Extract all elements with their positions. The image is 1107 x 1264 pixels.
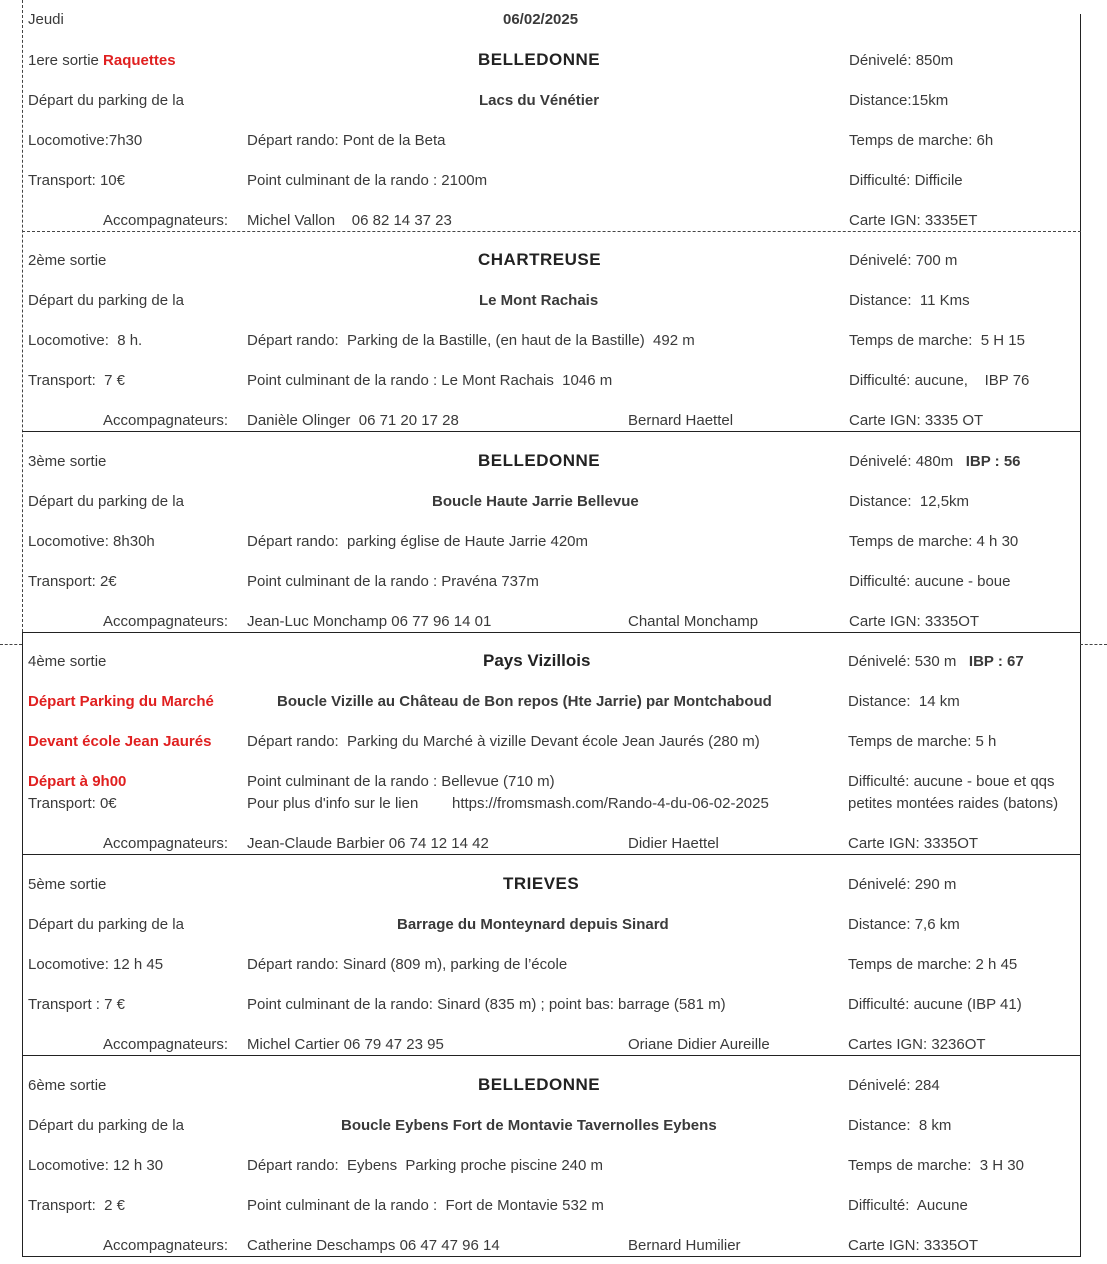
locomotive: Locomotive: 8h30h: [28, 533, 155, 550]
denivele: Dénivelé: 700 m: [849, 252, 958, 269]
accomp-1: Jean-Claude Barbier 06 74 12 14 42: [247, 835, 489, 852]
transport: Transport: 7 €: [28, 372, 125, 389]
locomotive: Locomotive:7h30: [28, 132, 143, 149]
accomp-label: Accompagnateurs:: [103, 613, 229, 630]
accomp-label: Accompagnateurs:: [103, 835, 229, 852]
massif-title: Pays Vizillois: [483, 651, 591, 670]
difficulte: Difficulté: aucune - boue: [849, 573, 1011, 590]
denivele: Dénivelé: 290 m: [848, 876, 957, 893]
lieu: Boucle Vizille au Château de Bon repos (Hte Jarrie) par Montchaboud: [277, 693, 772, 710]
depart-heure: Départ à 9h00: [28, 773, 127, 790]
accomp-1: Danièle Olinger 06 71 20 17 28: [247, 412, 459, 429]
divider-3-ext-left: [0, 644, 22, 645]
accomp-1: Michel Vallon 06 82 14 37 23: [247, 212, 452, 229]
depart-rando: Départ rando: Parking du Marché à vizille Devant école Jean Jaurés (280 m): [247, 733, 760, 750]
depart-parking-marche: Départ Parking du Marché: [28, 693, 214, 710]
accomp-2: Oriane Didier Aureille: [628, 1036, 770, 1053]
difficulte: Difficulté: Aucune: [848, 1197, 968, 1214]
carte-ign: Cartes IGN: 3236OT: [848, 1036, 986, 1053]
massif-title: BELLEDONNE: [478, 451, 601, 470]
point-culminant: Point culminant de la rando : Pravéna 737m: [247, 573, 539, 590]
depart-label: Départ du parking de la: [28, 1117, 184, 1134]
info-label: Pour plus d'info sur le lien: [247, 795, 419, 812]
divider-3-ext: [1080, 644, 1107, 645]
sortie-number: 4ème sortie: [28, 653, 107, 670]
point-culminant: Point culminant de la rando : Fort de Montavie 532 m: [247, 1197, 604, 1214]
difficulte: Difficulté: aucune, IBP 76: [849, 372, 1030, 389]
transport: Transport : 7 €: [28, 996, 125, 1013]
carte-ign: Carte IGN: 3335ET: [849, 212, 978, 229]
distance: Distance:15km: [849, 92, 949, 109]
lieu: Boucle Eybens Fort de Montavie Tavernolles Eybens: [341, 1117, 717, 1134]
temps-marche: Temps de marche: 5 H 15: [849, 332, 1025, 349]
depart-label: Départ du parking de la: [28, 92, 184, 109]
accomp-2: Bernard Humilier: [628, 1237, 741, 1254]
temps-marche: Temps de marche: 2 h 45: [848, 956, 1018, 973]
difficulte-suite: petites montées raides (batons): [848, 795, 1059, 812]
denivele-value: Dénivelé: 530 m: [848, 653, 957, 670]
distance: Distance: 14 km: [848, 693, 960, 710]
point-culminant: Point culminant de la rando : Le Mont Rachais 1046 m: [247, 372, 613, 389]
sortie-type: Raquettes: [103, 52, 176, 69]
distance: Distance: 8 km: [848, 1117, 952, 1134]
sortie-number: 2ème sortie: [28, 252, 107, 269]
accomp-label: Accompagnateurs:: [103, 1237, 229, 1254]
point-culminant: Point culminant de la rando : 2100m: [247, 172, 488, 189]
locomotive: Locomotive: 12 h 45: [28, 956, 164, 973]
sortie-number: 5ème sortie: [28, 876, 107, 893]
difficulte: Difficulté: aucune (IBP 41): [848, 996, 1022, 1013]
divider-5: [22, 1055, 1081, 1056]
massif-title: CHARTREUSE: [478, 250, 602, 269]
sortie-label: 1ere sortie: [28, 52, 99, 69]
accomp-2: Bernard Haettel: [628, 412, 734, 429]
massif-title: BELLEDONNE: [478, 1075, 601, 1094]
ibp-value: IBP : 56: [965, 453, 1021, 470]
denivele-value: Dénivelé: 480m: [849, 453, 954, 470]
lieu: Barrage du Monteynard depuis Sinard: [397, 916, 669, 933]
locomotive: Locomotive: 12 h 30: [28, 1157, 164, 1174]
transport: Transport: 2€: [28, 573, 117, 590]
temps-marche: Temps de marche: 6h: [849, 132, 994, 149]
distance: Distance: 7,6 km: [848, 916, 960, 933]
difficulte: Difficulté: aucune - boue et qqs: [848, 773, 1055, 790]
bottom-border: [22, 1256, 1081, 1257]
depart-rando: Départ rando: parking église de Haute Jarrie 420m: [247, 533, 589, 550]
lieu: Boucle Haute Jarrie Bellevue: [432, 493, 639, 510]
divider-4: [22, 854, 1081, 855]
temps-marche: Temps de marche: 4 h 30: [849, 533, 1019, 550]
left-border-dashed: [22, 0, 23, 632]
depart-rando: Départ rando: Eybens Parking proche piscine 240 m: [247, 1157, 604, 1174]
massif-title: TRIEVES: [503, 874, 580, 893]
massif-title: BELLEDONNE: [478, 50, 601, 69]
depart-label: Départ du parking de la: [28, 292, 184, 309]
accomp-label: Accompagnateurs:: [103, 1036, 229, 1053]
left-border: [22, 632, 23, 1256]
divider-1: [22, 231, 1081, 232]
carte-ign: Carte IGN: 3335 OT: [849, 412, 984, 429]
accomp-label: Accompagnateurs:: [103, 412, 229, 429]
accomp-1: Michel Cartier 06 79 47 23 95: [247, 1036, 444, 1053]
accomp-2: Didier Haettel: [628, 835, 719, 852]
accomp-1: Jean-Luc Monchamp 06 77 96 14 01: [247, 613, 492, 630]
ibp-value: IBP : 67: [968, 653, 1024, 670]
lieu: Lacs du Vénétier: [479, 92, 600, 109]
denivele: Dénivelé: 284: [848, 1077, 940, 1094]
sortie-number: 3ème sortie: [28, 453, 107, 470]
transport: Transport: 0€: [28, 795, 117, 812]
accomp-1: Catherine Deschamps 06 47 47 96 14: [247, 1237, 500, 1254]
point-culminant: Point culminant de la rando: Sinard (835 m) ; point bas: barrage (581 m): [247, 996, 726, 1013]
accomp-label: Accompagnateurs:: [103, 212, 229, 229]
sortie-number: 6ème sortie: [28, 1077, 107, 1094]
info-link[interactable]: https://fromsmash.com/Rando-4-du-06-02-2025: [452, 795, 769, 812]
temps-marche: Temps de marche: 5 h: [848, 733, 997, 750]
distance: Distance: 12,5km: [849, 493, 970, 510]
sortie-number: [28, 52, 176, 70]
header-day: Jeudi: [28, 11, 64, 28]
lieu: Le Mont Rachais: [479, 292, 599, 309]
depart-label: Départ du parking de la: [28, 493, 184, 510]
locomotive: Locomotive: 8 h.: [28, 332, 143, 349]
denivele: [848, 653, 1024, 671]
carte-ign: Carte IGN: 3335OT: [849, 613, 980, 630]
header-date: 06/02/2025: [503, 11, 579, 28]
depart-rando: Départ rando: Pont de la Beta: [247, 132, 446, 149]
divider-2: [22, 431, 1081, 432]
divider-3: [22, 632, 1081, 633]
denivele: [849, 453, 1021, 471]
transport: Transport: 10€: [28, 172, 125, 189]
accomp-2: Chantal Monchamp: [628, 613, 759, 630]
depart-rando: Départ rando: Parking de la Bastille, (en haut de la Bastille) 492 m: [247, 332, 695, 349]
depart-rando: Départ rando: Sinard (809 m), parking de l’école: [247, 956, 568, 973]
right-border: [1080, 14, 1081, 1256]
devant-ecole: Devant école Jean Jaurés: [28, 733, 212, 750]
carte-ign: Carte IGN: 3335OT: [848, 835, 979, 852]
denivele: Dénivelé: 850m: [849, 52, 954, 69]
point-culminant: Point culminant de la rando : Bellevue (710 m): [247, 773, 555, 790]
distance: Distance: 11 Kms: [849, 292, 970, 309]
difficulte: Difficulté: Difficile: [849, 172, 963, 189]
depart-label: Départ du parking de la: [28, 916, 184, 933]
transport: Transport: 2 €: [28, 1197, 125, 1214]
temps-marche: Temps de marche: 3 H 30: [848, 1157, 1024, 1174]
carte-ign: Carte IGN: 3335OT: [848, 1237, 979, 1254]
